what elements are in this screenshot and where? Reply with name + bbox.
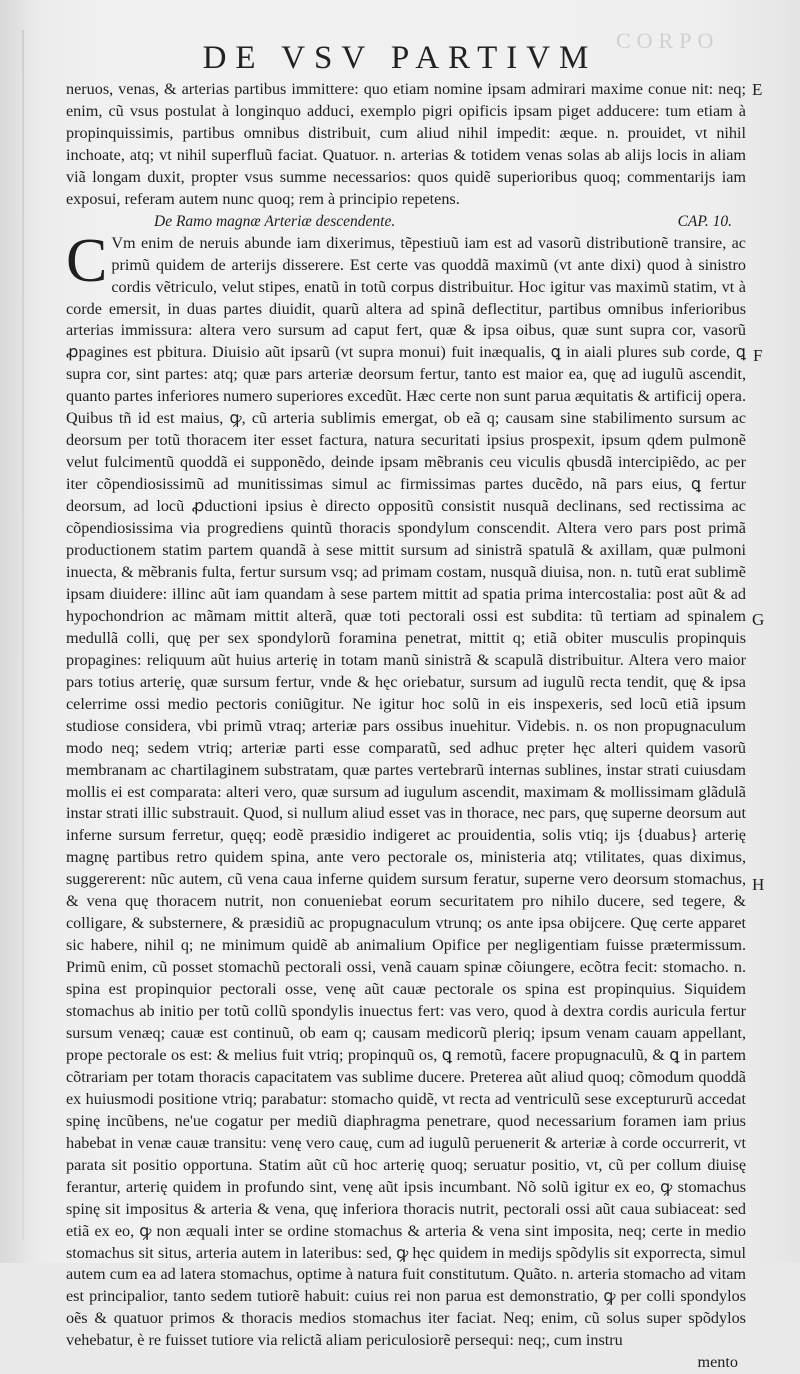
chapter-number: CAP. 10. [677, 212, 732, 230]
bleed-through-text: CORPO [616, 28, 720, 53]
main-text: Vm enim de neruis abunde iam dixerimus, tẽpestiuũ iam est ad vasorũ distributionẽ transire, ac primũ quidem de arterijs disserere. Est certe vas quoddã maximũ (vt ante dixi) quod à sinistro cordis vẽtriculo, velut stipes, enatũ in totũ corpus distribuitur. Hoc igitur vas maximũ statim, vt à corde emersit, in duas partes diuidit, quarũ altera ad spinã deflectitur, partibus omnibus inferioribus arterias immissura: altera vero sursum ad caput fert, quæ & ipsa oibus, quæ sunt supra cor, vasorũ ꝓpagines est pbitura. Diuisio aũt ipsarũ (vt supra monui) fuit inæqualis, ꝗ in aiali plures sub corde, ꝗ supra cor, sint partes: atq; quæ pars arteriæ deorsum fertur, tanto est maior ea, quę ad iugulũ ascendit, quanto partes inferiores numero superiores excedũt. Hæc certe non sunt parua æquitatis & artificij opera. Quibus tñ id est maius, ꝙ, cũ arteria sublimis emergat, ob eã q; causam sine stabilimento sursum ac deorsum per totũ thoracem iter esset factura, natura securitati ipsius prospexit, ipsum qdem pulmonẽ velut fulcimentũ quoddã ei supponẽdo, deinde ipsam mẽbranis ceu viculis qbusdã intercipiẽdo, ac per iter cõpendiosissimũ ad munitissimas simul ac firmissimas partes ducẽdo, nã pars eius, ꝗ fertur deorsum, ad locũ ꝓductioni ipsius è directo oppositũ consistit nusquã declinans, sed rectissima ac cõpendiosissima via progrediens quintũ thoracis spondylum conscendit. Altera vero pars post primã productionem statim partem quandã à sese mittit sursum ad sinistrã spatulã & axillam, quæ pulmoni inuecta, & mẽbranis fulta, fertur sursum vsq; ad primam costam, nusquã diuisa, non. n. tutũ erat sublimẽ ipsam diuidere: illinc aũt iam quandam à sese partem mittit ad spatia prima intercostalia: post aũt & ad hypochondrion ac mãmam mittit alterã, quæ toti pectorali ossi est subdita: tũ tertiam ad spinalem medullã colli, quę per sex spondylorũ foramina penetrat, mittit q; etiã obiter musculis propinquis propagines: reliquum aũt huius arterię in totam manũ sinistrã & scapulã distribuitur. Altera vero maior pars totius arterię, quæ sursum fertur, vnde & hęc oriebatur, sursum ad iugulũ recta tendit, quę & ipsa celerrime ossi medio pectoris coniũgitur. Ne igitur hoc solũ in eis inspexeris, sed locũ etiã ipsum studiose considera, vbi primũ vtraq; arteriæ pars ossibus inuehitur. Videbis. n. os non propugnaculum modo neq; sedem vtriq; arteriæ parti esse comparatũ, sed adhuc prẹter hęc alteri quidem vasorũ membranam ac chartilaginem substratam, quæ partes vertebrarũ internas sublines, instar strati cuiusdam mollis ei est comparata: alteri vero, quæ sursum ad iugulum ascendit, maximam & mollissimam glãdulã instar strati illic substrauit. Quod, si nullum aliud esset vas in thorace, nec pars, quę superne deorsum aut inferne sursum ferretur, quęq; eodẽ præsidio indigeret ac prouidentia, solis vtiq; ijs {duabus} arterię magnę partibus retro quidem spina, ante vero pectorale os, ministeria atq; vtilitates, quas diximus, suggererent: nũc autem, cũ vena caua inferne quidem sursum feratur, superne vero deorsum stomachus, & vena quę thoracem nutrit, non conueniebat eorum securitatem pro nihilo ducere, sed tegere, & colligare, & substernere, & præsidiũ ac propugnaculum vtrunq; os ante ipsa obijcere. Quę certe apparet sic habere, nihil q; ne minimum quidẽ ab animalium Opifice per negligentiam fuisse prætermissum. Primũ enim, cũ posset stomachũ pectorali ossi, venã cauam spinæ cõiungere, ecõtra fecit: stomacho. n. spina est propinquior pectorali osse, venę aũt cauæ pectorale os spina est propinquius. Siquidem stomachus ab initio per totũ collũ spondylis inuectus fert: vas vero, quod à dextra cordis auricula fertur sursum venæq; cauæ est continuũ, ob eam q; causam medicorũ pleriq; ipsum venam cauam appellant, prope pectorale os est: & melius fuit vtriq; propinquũ os, ꝗ remotũ, facere propugnaculũ, & ꝗ in partem cõtrariam per totam thoracis capacitatem vas sublime ducere. Preterea aũt aliud quoq; cõmodum quoddã ex huiusmodi positione vtriq; parabatur: stomacho quidẽ, vt recta ad ventriculũ sese exceptururũ accedat spinę incũbens, ne'ue cogatur per mediũ diaphragma penetrare, quod necessarium foramen iam prius habebat in venæ cauæ transitu: venę vero cauę, cum ad iugulũ peruenerit & arteriæ à corde occurrerit, vt parata sit positio opportuna. Statim aũt cũ hoc arterię quoq; seruatur positio, vt, cũ per collum diuisę ferantur, arterię quidem in profundo sint, venę aũt ipsis incumbant. Nõ solũ igitur ex eo, ꝙ stomachus spinę sit impositus & arteria & vena, quę inferiora thoracis nutrit, pectorali ossi aũt caua subiaceat: sed etiã ex eo, ꝙ non æquali inter se ordine stomachus & arteria & vena sint imposita, neq; certe in medio stomachus sit situs, arteria autem in lateribus: sed, ꝙ hęc quidem in medijs spõdylis sit exporrecta, simul autem cum ea ad latera stomachus, optime à natura fuit constitutum. Quãto. n. arteria stomacho ad vitam est principalior, tanto sedem tutiorẽ habuit: cuius rei non parua est demonstratio, ꝙ per colli spondylos oẽs & quatuor primos & thoracis medios stomachus iter faciat. Neq; enim, cũ solus super spõdylos vehebatur, è re fuisset tutiore via relictã aliam periculosiorẽ persequi: neq;, cum instru [66, 233, 746, 1350]
drop-cap: C [66, 226, 108, 295]
main-paragraph [66, 226, 746, 1353]
body-text [66, 79, 746, 1374]
intro-paragraph: neruos, venas, & arterias partibus immittere: quo etiam nomine ipsam admirari maxime conue nit: neq; enim, cũ vsus postulat à longinquo adduci, exemplo pigri opificis ipsam piget adducere: tum etiam à propinquissimis, partibus omnibus distribuit, cum aliud nihil impedit: æque. n. prouidet, vt nihil inchoate, atq; vt nihil superfluũ faciat. Quatuor. n. arterias & totidem venas solas ab alijs locis in aliam viã longam duxit, propter vsus summe necessarios: quos quidẽ superioribus quoq; commentarijs iam exposui, referam autem nunc quoq; rem à principio repetens. [66, 80, 746, 208]
margin-letter-f: F [753, 346, 763, 365]
catchword: mento [697, 1353, 738, 1372]
margin-letter-e: E [752, 80, 763, 99]
margin-letter-g: G [752, 610, 765, 629]
chapter-title: De Ramo magnæ Arteriæ descendente. [154, 212, 396, 230]
page-fold-shadow [22, 30, 24, 1240]
chapter-heading [66, 211, 746, 233]
running-header: DE VSV PARTIVM [202, 40, 598, 76]
margin-letter-h: H [752, 875, 765, 894]
